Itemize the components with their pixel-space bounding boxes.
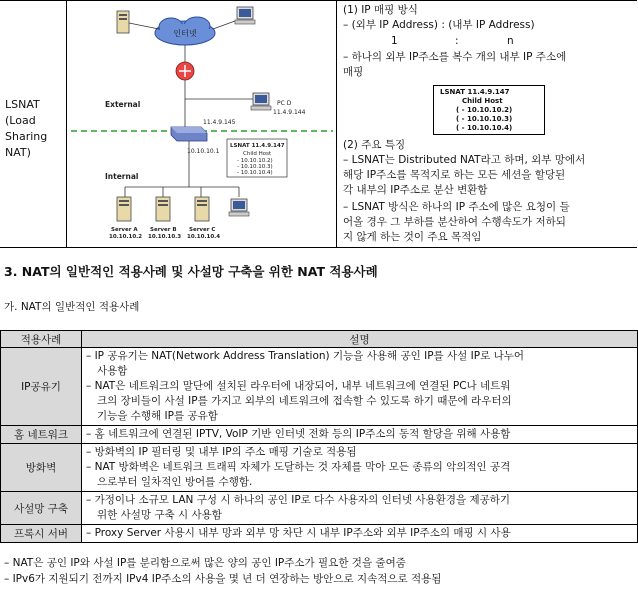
server-a-ip: 10.10.10.2: [109, 234, 143, 240]
footer-note: – NAT은 공인 IP와 사설 IP를 분리함으로써 많은 양의 공인 IP주소가 필요한 것을 줄여줌: [4, 557, 406, 569]
table-row: [1, 492, 638, 525]
child-box-title: LSNAT 11.4.9.147: [230, 143, 285, 149]
table-cell-category: 방화벽: [1, 444, 82, 492]
description-line: – 가정이나 소규모 LAN 구성 시 하나의 공인 IP로 다수 사용자의 인터넷 사용환경을 제공하기: [86, 494, 511, 506]
features-line: – LSNAT는 Distributed NAT라고 하며, 외부 망에서: [343, 154, 586, 166]
nat-cases-table: [0, 330, 638, 543]
description-line: 위한 사설망 구축 시 사용함: [97, 509, 222, 521]
column-header: 설명: [82, 331, 638, 348]
table-cell-description: [82, 444, 638, 492]
table-cell-category: 홈 네트워크: [1, 426, 82, 444]
mapping-line: 매핑: [343, 66, 364, 78]
description-line: – NAT은 네트워크의 말단에 설치된 라우터에 내장되어, 내부 네트워크에 연결된 PC나 네트워: [86, 380, 511, 392]
table-header-row: [1, 331, 638, 348]
inside-ip: 10.10.10.1: [187, 148, 220, 155]
internet-cloud-icon: [155, 17, 215, 45]
lsnat-label: LSNAT (Load Sharing NAT): [5, 98, 48, 159]
features-line: – LSNAT 방식은 하나의 IP 주소에 많은 요청이 들: [343, 201, 570, 213]
mapping-ratio-left: 1: [391, 35, 398, 47]
child-box-line: - 10.10.10.2): [237, 158, 273, 164]
table-row: [1, 426, 638, 444]
table-cell-category: 사설망 구축: [1, 492, 82, 525]
table-cell-category: 프록시 서버: [1, 525, 82, 543]
features-heading: (2) 주요 특징: [343, 139, 406, 151]
computer-icon: [229, 199, 249, 216]
table-row: [1, 348, 638, 426]
description-line: 으로부터 일차적인 방어를 수행함.: [97, 476, 253, 488]
footer-note: – IPv6가 지원되기 전까지 IPv4 IP주소의 사용을 몇 년 더 연장하는 방안으로 지속적으로 적용됨: [4, 573, 442, 585]
features-line: 해당 IP주소를 목적지로 하는 모든 세션을 할당된: [343, 169, 566, 181]
column-header: 적용사례: [1, 331, 82, 348]
lsnat-switch-icon: [171, 127, 207, 141]
table-cell-description: [82, 525, 638, 543]
features-line: 지 않게 하는 것이 주요 목적임: [343, 231, 482, 243]
lsnat-example-box: [433, 85, 545, 135]
description-line: – 홈 네트워크에 연결된 IPTV, VoIP 기반 인터넷 전화 등의 IP주소의 동적 할당을 위해 사용함: [86, 428, 511, 440]
description-line: – 방화벽의 IP 필터링 및 내부 IP의 주소 매핑 기술로 적용됨: [86, 446, 357, 458]
subsection-title: 가. NAT의 일반적인 적용사례: [4, 301, 140, 313]
server-a-icon: [117, 197, 131, 221]
pcd-ip: 11.4.9.144: [273, 109, 306, 116]
router-icon: [176, 62, 194, 80]
mapping-ratio-right: n: [507, 35, 514, 47]
server-b-icon: [156, 197, 170, 221]
router-ip: 11.4.9.145: [203, 119, 236, 126]
description-line: 사용함: [97, 365, 128, 377]
internet-label: 인터넷: [173, 29, 197, 38]
server-icon: [117, 11, 129, 33]
computer-icon: [235, 7, 255, 24]
lsnat-network-diagram: [67, 1, 336, 247]
table-row: [1, 444, 638, 492]
pc-icon: [251, 93, 271, 110]
server-c-ip: 10.10.10.4: [187, 234, 221, 240]
pcd-label: PC D: [277, 100, 292, 107]
lsnat-label-cell: [0, 1, 67, 247]
table-cell-description: [82, 348, 638, 426]
box-line: ( - 10.10.10.4): [456, 124, 513, 132]
server-c-name: Server C: [189, 227, 216, 233]
description-line: – IP 공유기는 NAT(Network Address Translation) 기능을 사용해 공인 IP를 사설 IP로 나누어: [86, 350, 524, 362]
server-a-name: Server A: [111, 227, 138, 233]
table-cell-category: IP공유기: [1, 348, 82, 426]
box-line: ( - 10.10.10.2): [456, 106, 513, 114]
lsnat-description-cell: [337, 1, 637, 247]
box-sub: Child Host: [462, 97, 503, 105]
features-line: 어올 경우 그 부하를 분산하여 수행속도가 저하되: [343, 216, 566, 228]
lsnat-table: [0, 0, 637, 248]
description-line: 크의 장비들이 사설 IP를 가지고 외부의 네트워크에 접속할 수 있도록 하기 때문에 라우터의: [97, 395, 512, 407]
mapping-line: – (외부 IP Address) : (내부 IP Address): [343, 19, 535, 31]
server-b-ip: 10.10.10.3: [148, 234, 182, 240]
description-line: – Proxy Server 사용시 내부 망과 외부 망 차단 시 내부 IP주소와 외부 IP주소의 매핑 시 사용: [86, 527, 511, 539]
table-row: [1, 525, 638, 543]
section-title: 3. NAT의 일반적인 적용사례 및 사설망 구축을 위한 NAT 적용사례: [4, 264, 378, 279]
internal-label: Internal: [105, 172, 139, 181]
box-line: ( - 10.10.10.3): [456, 115, 513, 123]
features-line: 각 내부의 IP주소로 분산 변환함: [343, 184, 488, 196]
box-title: LSNAT 11.4.9.147: [440, 88, 510, 96]
lsnat-diagram-cell: [67, 1, 337, 247]
server-c-icon: [195, 197, 209, 221]
mapping-heading: (1) IP 매핑 방식: [343, 4, 418, 16]
external-label: External: [105, 100, 141, 109]
child-host-box: [227, 139, 287, 177]
server-b-name: Server B: [150, 227, 177, 233]
mapping-ratio-colon: :: [455, 35, 459, 47]
table-cell-description: [82, 492, 638, 525]
table-cell-description: [82, 426, 638, 444]
child-box-line: - 10.10.10.3): [237, 164, 273, 170]
description-line: – NAT 방화벽은 네트워크 트래픽 자체가 도달하는 것 자체를 막아 모든 종류의 악의적인 공격: [86, 461, 511, 473]
description-line: 기능을 수행해 IP를 공유함: [97, 410, 218, 422]
mapping-line: – 하나의 외부 IP주소를 복수 개의 내부 IP 주소에: [343, 51, 567, 63]
child-box-line: - 10.10.10.4): [237, 170, 273, 176]
child-box-sub: Child Host: [243, 151, 272, 157]
